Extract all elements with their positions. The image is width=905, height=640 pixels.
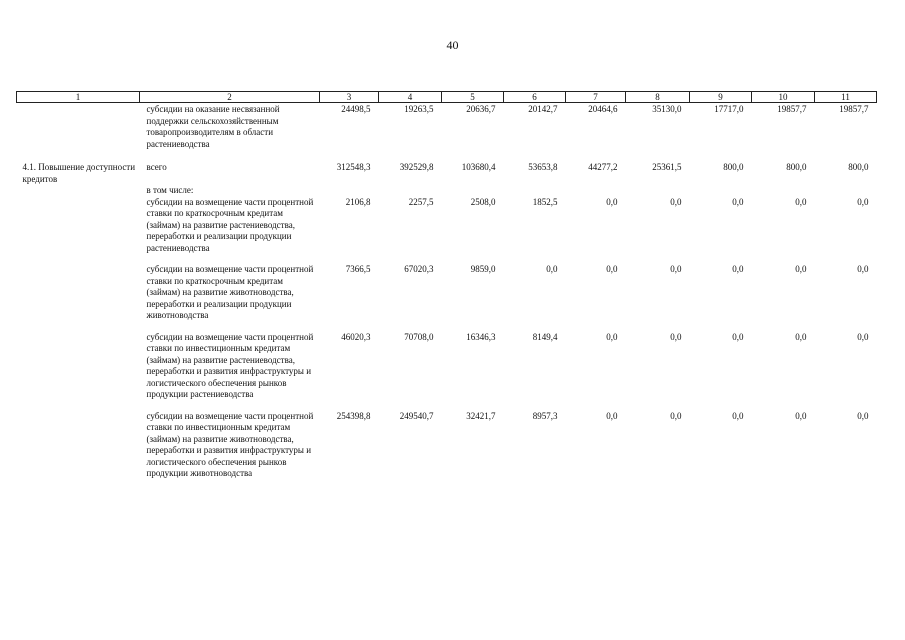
row-name (17, 197, 140, 255)
column-header: 4 (379, 92, 442, 103)
value-cell: 53653,8 (528, 162, 558, 172)
value-cell: 800,0 (786, 162, 807, 172)
row-name (17, 411, 140, 480)
value-cell: 0,0 (670, 264, 682, 274)
value-cell: 8149,4 (532, 331, 558, 342)
value-cell: 0,0 (732, 264, 744, 274)
value-cell (442, 185, 504, 197)
row-name (17, 103, 140, 151)
column-header: 1 (17, 92, 140, 103)
column-header: 11 (815, 92, 877, 103)
row-description: всего (146, 162, 167, 172)
row-name (17, 185, 140, 197)
value-cell: 70708,0 (404, 331, 434, 342)
row-description: субсидии на возмещение части процентной ставки по краткосрочным кредитам (займам) на развитие животноводства, переработки и реализации продукции животноводства (146, 264, 314, 320)
value-cell: 19857,7 (839, 104, 869, 114)
row-description: субсидии на возмещение части процентной ставки по краткосрочным кредитам (займам) на развитие растениеводства, переработки и реализации продукции растениеводства (146, 196, 314, 253)
value-cell: 44277,2 (588, 162, 618, 172)
value-cell: 20142,7 (528, 104, 558, 114)
row-name: 4.1. Повышение доступности кредитов (22, 162, 136, 184)
column-header: 2 (140, 92, 320, 103)
value-cell: 0,0 (795, 264, 807, 274)
value-cell: 103680,4 (461, 162, 496, 172)
column-header: 10 (752, 92, 815, 103)
table-row (17, 185, 877, 197)
value-cell: 0,0 (670, 196, 682, 207)
value-cell: 0,0 (606, 331, 618, 342)
value-cell: 1852,5 (532, 196, 558, 207)
value-cell: 0,0 (795, 196, 807, 207)
value-cell: 0,0 (732, 410, 744, 421)
value-cell (504, 185, 566, 197)
value-cell: 0,0 (857, 196, 869, 207)
value-cell (815, 185, 877, 197)
value-cell: 35130,0 (652, 104, 682, 114)
value-cell: 20464,6 (588, 104, 618, 114)
value-cell (752, 185, 815, 197)
column-header: 7 (566, 92, 626, 103)
value-cell: 32421,7 (466, 410, 496, 421)
value-cell: 0,0 (857, 331, 869, 342)
value-cell: 254398,8 (336, 410, 371, 421)
column-header: 3 (320, 92, 379, 103)
row-description: субсидии на оказание несвязанной поддержки сельскохозяйственным товаропроизводителям в области растениеводства (146, 104, 280, 149)
value-cell: 0,0 (670, 331, 682, 342)
value-cell: 392529,8 (399, 162, 434, 172)
value-cell: 0,0 (606, 264, 618, 274)
value-cell: 20636,7 (466, 104, 496, 114)
table-row (17, 162, 877, 185)
value-cell (566, 185, 626, 197)
value-cell: 17717,0 (714, 104, 744, 114)
row-name (17, 264, 140, 322)
value-cell: 0,0 (732, 196, 744, 207)
value-cell: 0,0 (670, 410, 682, 421)
value-cell: 0,0 (732, 331, 744, 342)
value-cell (379, 185, 442, 197)
value-cell: 2257,5 (408, 196, 434, 207)
table-row (17, 411, 877, 480)
value-cell: 25361,5 (652, 162, 682, 172)
value-cell: 249540,7 (399, 410, 434, 421)
value-cell: 46020,3 (341, 331, 371, 342)
column-header: 6 (504, 92, 566, 103)
row-description: субсидии на возмещение части процентной ставки по инвестиционным кредитам (займам) на развитие растениеводства, переработки и развития инфраструктуры и логистического обеспечения рынков продукции растениеводства (146, 331, 314, 399)
value-cell: 0,0 (795, 410, 807, 421)
value-cell: 19857,7 (777, 104, 807, 114)
row-name (17, 332, 140, 401)
table-row (17, 103, 877, 151)
column-header: 5 (442, 92, 504, 103)
value-cell: 24498,5 (341, 104, 371, 114)
value-cell: 67020,3 (404, 264, 434, 274)
value-cell: 800,0 (848, 162, 869, 172)
table-row (17, 264, 877, 322)
value-cell: 0,0 (857, 410, 869, 421)
value-cell: 0,0 (795, 331, 807, 342)
value-cell (626, 185, 690, 197)
page-number: 40 (446, 38, 459, 52)
value-cell (320, 185, 379, 197)
row-description: субсидии на возмещение части процентной ставки по инвестиционным кредитам (займам) на развитие животноводства, переработки и развития инфраструктуры и логистического обеспечения рынков продукции животноводства (146, 410, 314, 478)
table-row (17, 197, 877, 255)
column-number-header (17, 92, 877, 103)
budget-table (16, 91, 877, 480)
value-cell: 0,0 (546, 264, 558, 274)
value-cell: 0,0 (606, 410, 618, 421)
value-cell: 7366,5 (345, 264, 371, 274)
value-cell: 2106,8 (345, 196, 371, 207)
value-cell: 800,0 (723, 162, 744, 172)
value-cell: 312548,3 (336, 162, 371, 172)
value-cell: 8957,3 (532, 410, 558, 421)
column-header: 8 (626, 92, 690, 103)
value-cell (690, 185, 752, 197)
value-cell: 0,0 (857, 264, 869, 274)
value-cell: 0,0 (606, 196, 618, 207)
value-cell: 19263,5 (404, 104, 434, 114)
row-description: в том числе: (146, 185, 194, 195)
value-cell: 9859,0 (470, 264, 496, 274)
value-cell: 2508,0 (470, 196, 496, 207)
value-cell: 16346,3 (466, 331, 496, 342)
column-header: 9 (690, 92, 752, 103)
table-row (17, 332, 877, 401)
